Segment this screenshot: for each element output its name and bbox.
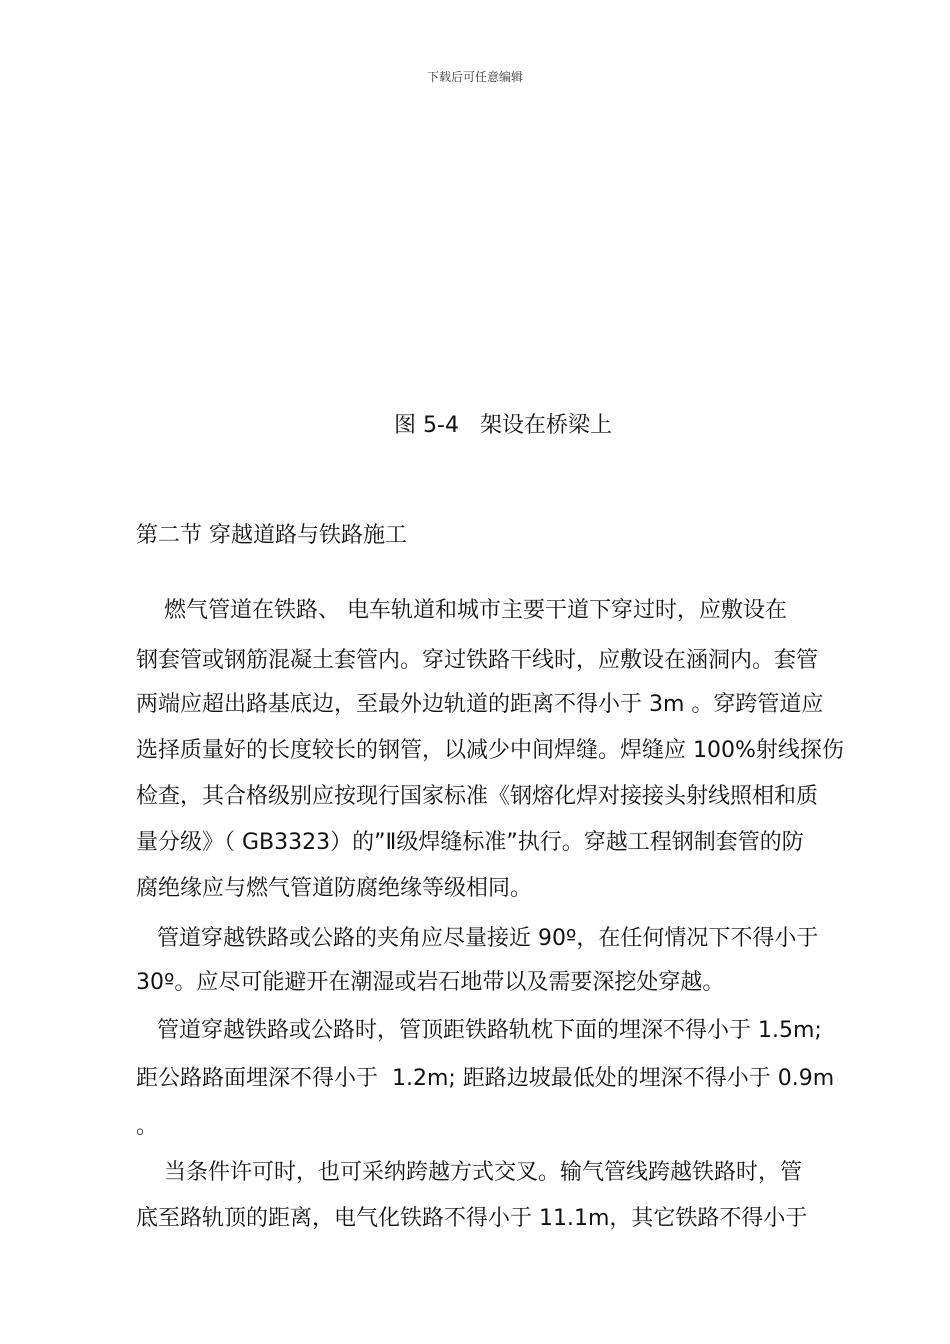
body-line-4: 选择质量好的长度较长的钢管，以减少中间焊缝。焊缝应 100%射线探伤 — [136, 738, 844, 763]
body-line-7: 腐绝缘应与燃气管道防腐绝缘等级相同。 — [136, 876, 533, 901]
body-line-1: 燃气管道在铁路、 电车轨道和城市主要干道下穿过时，应敷设在 — [136, 598, 787, 623]
body-line-13: 当条件许可时，也可采纳跨越方式交叉。输气管线跨越铁路时，管 — [136, 1160, 802, 1185]
body-line-11: 距公路路面埋深不得小于 1.2m; 距路边坡最低处的埋深不得小于 0.9m — [136, 1066, 835, 1091]
body-line-5: 检查，其合格级别应按现行国家标准《钢熔化焊对接接头射线照相和质 — [136, 784, 819, 809]
body-line-2: 钢套管或钢筋混凝土套管内。穿过铁路干线时，应敷设在涵洞内。套管 — [136, 648, 819, 673]
body-line-12: 。 — [136, 1114, 159, 1139]
body-line-6: 量分级》（ GB3323）的”Ⅱ级焊缝标准”执行。穿越工程钢制套管的防 — [136, 830, 804, 855]
body-line-8: 管道穿越铁路或公路的夹角应尽量接近 90º，在任何情况下不得小于 — [136, 926, 819, 951]
body-line-14: 底至路轨顶的距离，电气化铁路不得小于 11.1m，其它铁路不得小于 — [136, 1206, 808, 1231]
section-title: 第二节 穿越道路与铁路施工 — [136, 523, 407, 548]
header-note: 下载后可任意编辑 — [426, 70, 523, 84]
body-line-10: 管道穿越铁路或公路时，管顶距铁路轨枕下面的埋深不得小于 1.5m; — [136, 1018, 822, 1043]
body-line-9: 30º。应尽可能避开在潮湿或岩石地带以及需要深挖处穿越。 — [136, 970, 725, 995]
figure-caption: 图 5-4 架设在桥梁上 — [394, 413, 612, 438]
body-line-3: 两端应超出路基底边，至最外边轨道的距离不得小于 3m 。穿跨管道应 — [136, 692, 824, 717]
